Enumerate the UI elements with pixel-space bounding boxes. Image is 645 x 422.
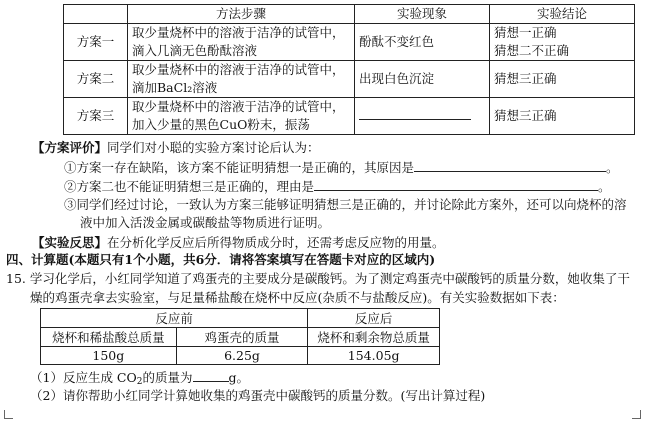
- crop-mark: [4, 410, 13, 419]
- plan-method-line: 取少量烧杯中的溶液于洁净的试管中，: [132, 99, 345, 114]
- plan-name: 方案三: [64, 98, 128, 135]
- q15-line-2: 燥的鸡蛋壳拿去实验室，与足量稀盐酸在烧杯中反应(杂质不与盐酸反应)。有关实验数据如下表：: [30, 290, 565, 305]
- plan-conclusion: 猜想三正确: [490, 98, 635, 135]
- plan-header-conclusion: 实验结论: [490, 5, 635, 24]
- plan-phenomenon: 酚酞不变红色: [355, 24, 490, 61]
- plan-row-3: [64, 98, 635, 135]
- section-4-title: 四、计算题(本题只有1个小题，共6分．请将答案填写在答题卡对应的区域内): [6, 252, 436, 267]
- reflection-line: [32, 234, 445, 252]
- evaluation-intro: 同学们对小聪的实验方案讨论后认为：: [107, 140, 320, 155]
- data-after-header: 反应后: [308, 309, 440, 328]
- plan-method: [128, 24, 355, 61]
- reflection-heading: 【实验反思】: [32, 235, 108, 250]
- evaluation-item-3-cont: 液中加入活泼金属或碳酸盐等物质进行证明。: [80, 215, 331, 230]
- plan-method-line: 取少量烧杯中的溶液于洁净的试管中，: [132, 25, 345, 40]
- plan-name: 方案一: [64, 24, 128, 61]
- evaluation-item-2-text: ②方案二也不能证明猜想三是正确的，理由是: [64, 179, 315, 194]
- q15-line-1: 15. 学习化学后，小红同学知道了鸡蛋壳的主要成分是碳酸钙。为了测定鸡蛋壳中碳酸钙的质量分数，她收集了干: [6, 271, 630, 286]
- evaluation-item-1: ①方案一存在缺陷，该方案不能证明猜想一是正确的，其原因是 。: [64, 160, 619, 175]
- plan-method-line: 滴入几滴无色酚酞溶液: [132, 43, 258, 58]
- plan-name: 方案二: [64, 61, 128, 98]
- answer-blank[interactable]: [314, 177, 598, 191]
- data-col-2: 鸡蛋壳的质量: [176, 328, 308, 347]
- plan-phenomenon: 出现白色沉淀: [355, 61, 490, 98]
- plan-header-method: 方法步骤: [128, 5, 355, 24]
- data-val-1: 150g: [41, 347, 177, 365]
- plan-method-line: 滴加BaCl₂溶液: [132, 80, 218, 95]
- reflection-text: 在分析化学反应后所得物质成分时，还需考虑反应物的用量。: [107, 235, 445, 250]
- plan-conclusion-line: 猜想一正确: [494, 25, 557, 40]
- plan-phenomenon-blank[interactable]: [355, 98, 490, 135]
- subscript: 2: [136, 377, 143, 387]
- plan-row-2: [64, 61, 635, 98]
- evaluation-item-1-text: ①方案一存在缺陷，该方案不能证明猜想一是正确的，其原因是: [64, 160, 415, 175]
- answer-blank[interactable]: [414, 158, 606, 172]
- data-before-header: 反应前: [41, 309, 308, 328]
- data-column-row: [41, 328, 440, 347]
- answer-blank[interactable]: [359, 107, 471, 120]
- data-value-row: [41, 347, 440, 365]
- plan-conclusion-line: 猜想二不正确: [494, 43, 570, 58]
- data-val-3: 154.05g: [308, 347, 440, 365]
- plan-header-row: [64, 5, 635, 24]
- evaluation-intro-line: [32, 139, 320, 157]
- plan-row-1: [64, 24, 635, 61]
- q15-sub-1-text-2: 的质量为: [142, 370, 193, 385]
- evaluation-heading: 【方案评价】: [32, 140, 108, 155]
- q15-sub-1-unit: g。: [228, 370, 250, 385]
- q15-data-table: [40, 308, 440, 365]
- plan-conclusion: 猜想三正确: [490, 61, 635, 98]
- data-col-1: 烧杯和稀盐酸总质量: [41, 328, 177, 347]
- evaluation-item-2: ②方案二也不能证明猜想三是正确的，理由是 。: [64, 179, 611, 194]
- data-group-row: [41, 309, 440, 328]
- data-val-2: 6.25g: [176, 347, 308, 365]
- evaluation-item-3: ③同学们经过讨论，一致认为方案三能够证明猜想三是正确的，并讨论除此方案外，还可以向烧杯的溶: [64, 197, 627, 212]
- plan-method: [128, 61, 355, 98]
- plan-method: [128, 98, 355, 135]
- plan-conclusion: [490, 24, 635, 61]
- answer-blank[interactable]: [193, 368, 229, 382]
- data-col-3: 烧杯和剩余物总质量: [308, 328, 440, 347]
- plan-method-line: 加入少量的黑色CuO粉末，振荡: [132, 117, 310, 132]
- plan-header-blank: [64, 5, 128, 24]
- q15-sub-2: （2）请你帮助小红同学计算她收集的鸡蛋壳中碳酸钙的质量分数。(写出计算过程): [30, 388, 486, 403]
- experiment-plan-table: [63, 4, 635, 135]
- plan-header-phenomenon: 实验现象: [355, 5, 490, 24]
- q15-sub-1-text: （1）反应生成 CO: [30, 370, 137, 385]
- plan-method-line: 取少量烧杯中的溶液于洁净的试管中，: [132, 62, 345, 77]
- crop-mark: [632, 410, 641, 419]
